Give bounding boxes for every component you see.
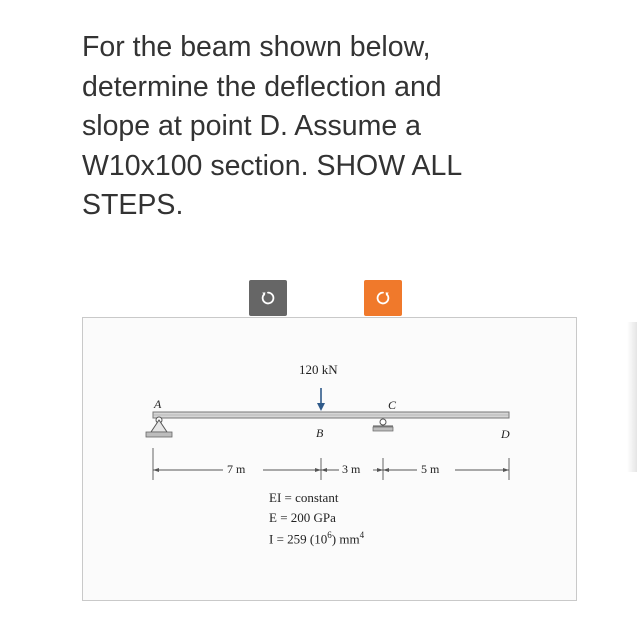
dimension-ab: 7 m bbox=[227, 462, 246, 476]
question-line-3: slope at point D. Assume a bbox=[82, 110, 422, 142]
load-label: 120 kN bbox=[299, 362, 338, 377]
rotate-counterclockwise-icon bbox=[260, 290, 276, 306]
dimension-bc: 3 m bbox=[342, 462, 361, 476]
dimension-cd: 5 m bbox=[421, 462, 440, 476]
rotate-right-button[interactable] bbox=[364, 280, 402, 316]
rotate-left-button[interactable] bbox=[249, 280, 287, 316]
point-label-c: C bbox=[388, 398, 397, 412]
property-i-unit-exponent: 4 bbox=[359, 530, 365, 540]
question-line-4: W10x100 section. SHOW ALL bbox=[82, 149, 463, 182]
property-e: E = 200 GPa bbox=[269, 510, 336, 525]
property-i-unit: ) mm bbox=[331, 531, 360, 547]
property-i bbox=[269, 530, 364, 547]
edge-shadow bbox=[627, 322, 637, 472]
load-arrow-b bbox=[317, 388, 325, 411]
property-i-prefix: I = 259 (10 bbox=[269, 531, 328, 547]
beam-diagram bbox=[83, 318, 576, 600]
rotate-clockwise-icon bbox=[375, 290, 391, 306]
question-line-1: For the beam shown below, bbox=[82, 31, 431, 63]
question-text bbox=[82, 28, 552, 226]
property-i-exponent: 6 bbox=[327, 530, 332, 540]
point-label-a: A bbox=[154, 397, 162, 411]
point-label-b: B bbox=[316, 426, 324, 440]
property-ei: EI = constant bbox=[269, 490, 339, 505]
roller-support-c bbox=[373, 419, 393, 431]
question-line-5: STEPS. bbox=[82, 189, 184, 221]
question-line-2: determine the deflection and bbox=[82, 70, 442, 103]
point-label-d: D bbox=[501, 427, 510, 441]
beam-figure bbox=[82, 317, 577, 601]
dimension-line bbox=[153, 448, 509, 480]
pin-support-a bbox=[146, 417, 172, 437]
